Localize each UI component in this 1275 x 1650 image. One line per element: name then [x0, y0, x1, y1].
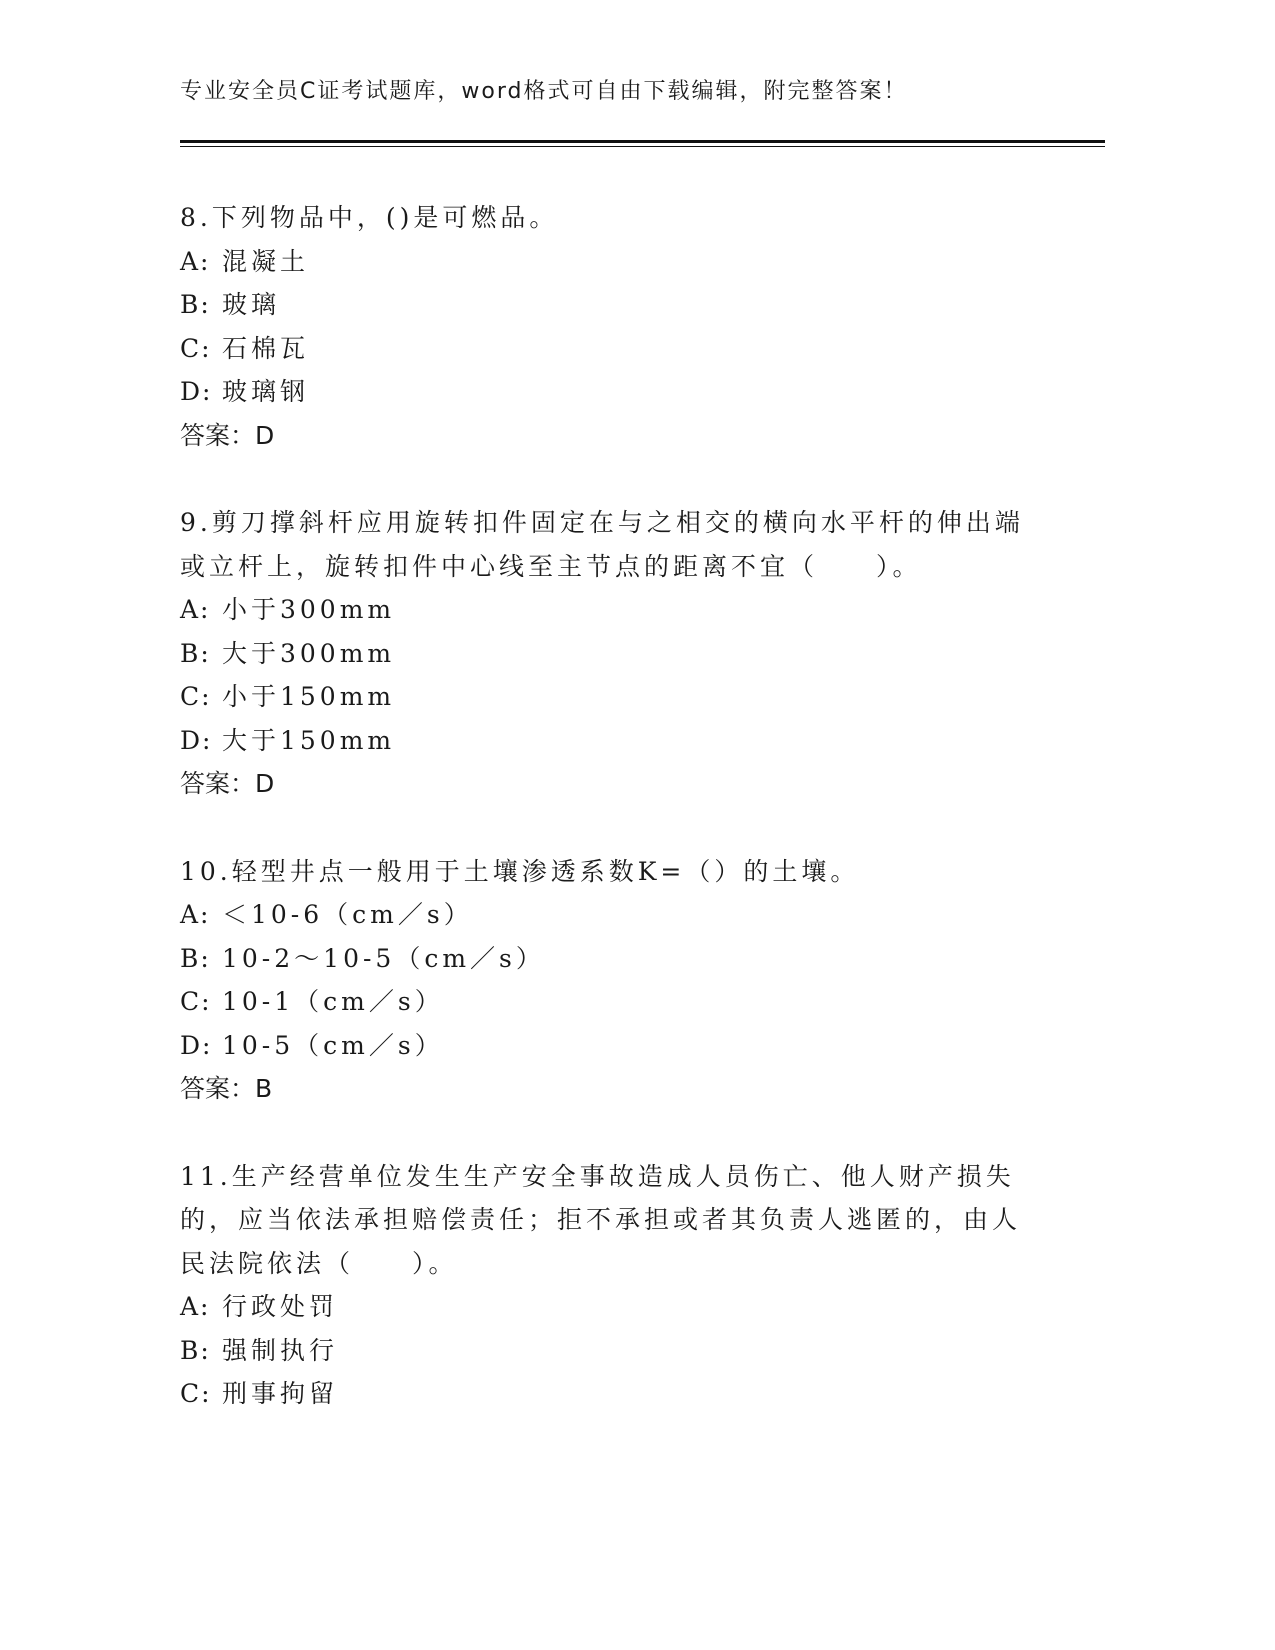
option-text: 行政处罚 — [222, 1292, 339, 1321]
question-text: 9.剪刀撑斜杆应用旋转扣件固定在与之相交的横向水平杆的伸出端或立杆上，旋转扣件中心线至主节点的距离不宜（ ）。 — [180, 508, 1024, 581]
option-b — [180, 1329, 1040, 1373]
option-letter: C: — [180, 333, 212, 363]
header-rule-thick — [180, 140, 1105, 143]
option-text: 玻璃钢 — [222, 377, 310, 406]
option-a — [180, 1285, 1040, 1329]
option-letter: B: — [180, 1335, 211, 1365]
option-b — [180, 283, 1040, 327]
question-text: 10.轻型井点一般用于土壤渗透系数K=（）的土壤。 — [180, 856, 860, 886]
option-letter: A: — [180, 900, 211, 929]
option-text: 10-2～10-5（cm／s） — [222, 943, 545, 973]
question-text: 8.下列物品中，()是可燃品。 — [180, 203, 559, 232]
answer-text: 答案：D — [180, 420, 275, 450]
option-letter: D: — [180, 725, 213, 755]
option-d — [180, 370, 1040, 414]
option-c — [180, 980, 1040, 1024]
question-item — [180, 501, 1040, 806]
option-a — [180, 588, 1040, 632]
answer-text: 答案：B — [180, 1074, 273, 1103]
option-text: 强制执行 — [222, 1335, 339, 1365]
option-a — [180, 893, 1040, 937]
option-a — [180, 240, 1040, 284]
option-text: 刑事拘留 — [222, 1379, 339, 1408]
option-c — [180, 675, 1040, 719]
option-b — [180, 632, 1040, 676]
question-item — [180, 850, 1040, 1111]
question-list — [180, 196, 1040, 1460]
answer-text: 答案：D — [180, 769, 275, 798]
question-text: 11.生产经营单位发生生产安全事故造成人员伤亡、他人财产损失的，应当依法承担赔偿责任；拒不承担或者其负责人逃匿的，由人民法院依法（ ）。 — [180, 1161, 1022, 1278]
option-letter: C: — [180, 1379, 212, 1408]
option-text: 10-5（cm／s） — [222, 1030, 444, 1060]
question-item — [180, 196, 1040, 457]
option-text: 大于150mm — [222, 725, 396, 755]
option-d — [180, 719, 1040, 763]
option-letter: B: — [180, 638, 211, 668]
option-c — [180, 1372, 1040, 1416]
option-letter: B: — [180, 290, 211, 319]
option-b — [180, 937, 1040, 981]
option-letter: D: — [180, 377, 213, 406]
header-rule-thin — [180, 146, 1105, 147]
option-letter: A: — [180, 1292, 211, 1321]
option-letter: A: — [180, 595, 211, 624]
option-text: 石棉瓦 — [222, 333, 310, 363]
option-text: 10-1（cm／s） — [222, 987, 444, 1016]
option-text: 小于150mm — [222, 682, 396, 711]
option-text: 混凝土 — [222, 246, 310, 276]
option-text: 大于300mm — [222, 638, 396, 668]
option-letter: A: — [180, 246, 211, 276]
option-text: 小于300mm — [222, 595, 396, 624]
option-letter: C: — [180, 682, 212, 711]
option-letter: B: — [180, 943, 211, 973]
option-letter: D: — [180, 1030, 213, 1060]
option-text: ＜10-6（cm／s） — [222, 900, 473, 929]
question-item — [180, 1155, 1040, 1416]
option-letter: C: — [180, 987, 212, 1016]
option-c — [180, 327, 1040, 371]
page-header-text: 专业安全员C证考试题库，word格式可自由下载编辑，附完整答案！ — [180, 79, 908, 104]
option-d — [180, 1024, 1040, 1068]
option-text: 玻璃 — [222, 290, 281, 319]
